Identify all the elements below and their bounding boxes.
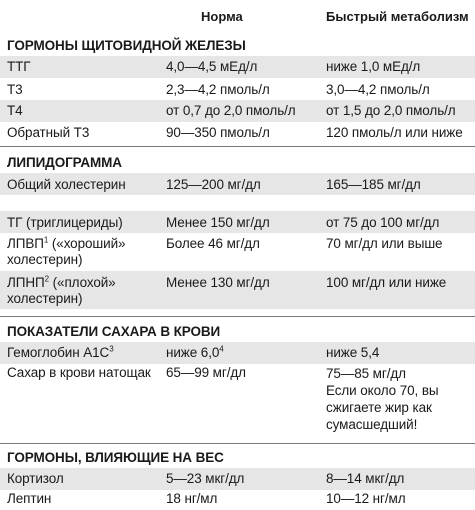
- row-label: ТГ (триглицериды): [7, 215, 123, 230]
- fast-value: 120 пмоль/л или ниже: [326, 125, 463, 140]
- norm-value: Более 46 мг/дл: [166, 236, 260, 251]
- table-row: [0, 78, 475, 100]
- fast-value: 10—12 нг/мл: [326, 491, 406, 506]
- fast-value: 75—85 мг/дл Если около 70, вы сжигаете жир как сумасшедший!: [326, 366, 439, 432]
- fast-value: 100 мг/дл или ниже: [326, 275, 447, 290]
- section-title-blood-sugar: ПОКАЗАТЕЛИ САХАРА В КРОВИ: [7, 324, 221, 339]
- norm-value: 18 нг/мл: [166, 491, 218, 506]
- fast-value: 70 мг/дл или выше: [326, 236, 443, 251]
- row-label: Гемоглобин $А1С^3$: [7, 344, 114, 360]
- table-row: [0, 490, 475, 510]
- table-row: [0, 271, 475, 309]
- fast-value: ниже 1,0 мЕд/л: [326, 59, 421, 74]
- norm-value: Менее 150 мг/дл: [166, 215, 270, 230]
- table-row: [0, 233, 475, 271]
- norm-value: 90—350 пмоль/л: [166, 125, 270, 140]
- row-label: Общий холестерин: [7, 177, 126, 192]
- fast-value: от 1,5 до 2,0 пмоль/л: [326, 103, 456, 118]
- table-row: [0, 100, 475, 122]
- fast-value: 165—185 мг/дл: [326, 177, 421, 192]
- norm-value: 2,3—4,2 пмоль/л: [166, 82, 270, 97]
- row-label: ТТГ: [7, 59, 31, 74]
- norm-value: от 0,7 до 2,0 пмоль/л: [166, 103, 296, 118]
- norm-value: ниже $6,0^4$: [166, 344, 224, 360]
- column-header-fast-metabolism: Быстрый метаболизм: [326, 9, 469, 24]
- column-header-norm: Норма: [201, 9, 243, 24]
- fast-value: ниже 5,4: [326, 345, 380, 360]
- row-label: Т3: [7, 82, 23, 97]
- norm-value: 125—200 мг/дл: [166, 177, 261, 192]
- section-title-lipid: ЛИПИДОГРАММА: [7, 155, 122, 170]
- table-row: [0, 56, 475, 78]
- fast-value: 3,0—4,2 пмоль/л: [326, 82, 430, 97]
- row-label: Кортизол: [7, 471, 64, 486]
- table-row: [0, 364, 475, 434]
- table-row: [0, 211, 475, 233]
- section-divider: [0, 316, 475, 317]
- table-row: [0, 122, 475, 144]
- row-label: Обратный Т3: [7, 125, 90, 140]
- table-row: [0, 173, 475, 195]
- row-label: ЛПВП$^1$ («хороший» холестерин): [7, 235, 126, 267]
- section-title-thyroid: ГОРМОНЫ ЩИТОВИДНОЙ ЖЕЛЕЗЫ: [7, 38, 246, 53]
- row-label: Сахар в крови натощак: [7, 365, 151, 380]
- row-label: ЛПНП$^2$ («плохой» холестерин): [7, 274, 116, 306]
- section-divider: [0, 443, 475, 444]
- table-row: [0, 342, 475, 364]
- fast-value: 8—14 мкг/дл: [326, 471, 405, 486]
- norm-value: Менее 130 мг/дл: [166, 275, 270, 290]
- norm-value: 4,0—4,5 мЕд/л: [166, 59, 258, 74]
- table-row: [0, 468, 475, 490]
- norm-value: 5—23 мкг/дл: [166, 471, 245, 486]
- row-label: Т4: [7, 103, 23, 118]
- norm-value: 65—99 мг/дл: [166, 365, 246, 380]
- section-divider: [0, 146, 475, 147]
- fast-value: от 75 до 100 мг/дл: [326, 215, 440, 230]
- section-title-weight-hormones: ГОРМОНЫ, ВЛИЯЮЩИЕ НА ВЕС: [7, 450, 224, 465]
- row-label: Лептин: [7, 491, 52, 506]
